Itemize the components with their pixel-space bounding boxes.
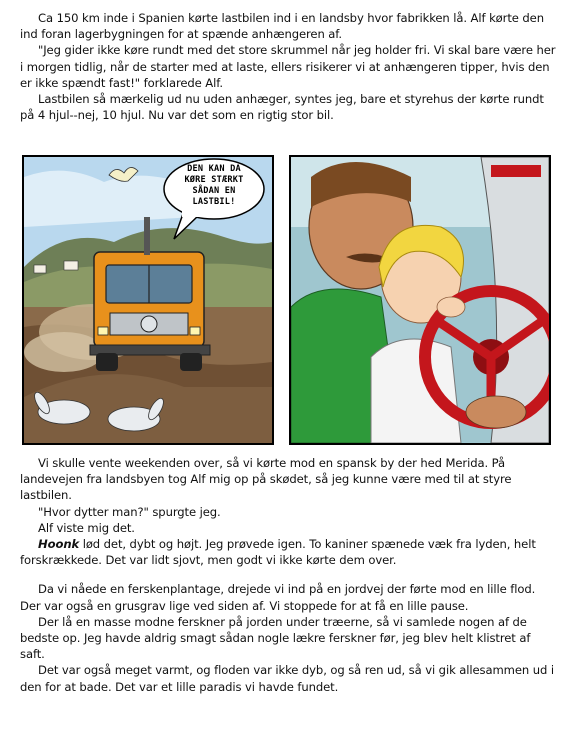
speech-line: LASTBIL! bbox=[192, 197, 236, 207]
paragraph: Alf viste mig det. bbox=[38, 520, 135, 535]
paragraph-text: lød det, dybt og højt. Jeg prøvede igen. To kaniner spænede væk fra lyden, helt forskrækkede. Det var lidt sjovt, men godt vi ikke kørte dem over. bbox=[20, 537, 536, 568]
comic-panel-truck bbox=[22, 155, 274, 445]
paragraph bbox=[20, 536, 558, 568]
sound-effect: Hoonk bbox=[38, 537, 80, 552]
speech-bubble bbox=[172, 164, 256, 208]
paragraph: Lastbilen så mærkelig ud nu uden anhæger, syntes jeg, bare et styrehus der kørte rundt på 4 hjul--nej, 10 hjul. Nu var det som en rigtig stor bil. bbox=[20, 92, 544, 123]
speech-line: KØRE STÆRKT bbox=[184, 175, 244, 185]
paragraph: Det var også meget varmt, og floden var ikke dyb, og så ren ud, så vi gik allesammen ud i den for at bade. Det var et lille paradis vi havde fundet. bbox=[20, 663, 554, 694]
paragraph: Ca 150 km inde i Spanien kørte lastbilen ind i en landsby hvor fabrikken lå. Alf kørte den ind foran lagerbygningen for at spænde anhængeren af. bbox=[20, 11, 544, 42]
speech-line: SÅDAN EN bbox=[192, 186, 236, 196]
comic-panel-cab bbox=[289, 155, 551, 445]
cab-illustration bbox=[291, 157, 549, 443]
paragraph-gap bbox=[20, 568, 558, 581]
speech-line: DEN KAN DA bbox=[187, 164, 241, 174]
paragraph: "Jeg gider ikke køre rundt med det store skrummel når jeg holder fri. Vi skal bare være her i morgen tidlig, når de starter med at laste, ellers risikerer vi at anhængeren tipper, hvis den er ikke spændt fast!" forklarede Alf. bbox=[20, 43, 556, 90]
paragraph: "Hvor dytter man?" spurgte jeg. bbox=[38, 504, 221, 519]
paragraph: Da vi nåede en ferskenplantage, drejede vi ind på en jordvej der førte mod en lille flod. Der var også en grusgrav lige ved siden af. Vi stoppede for at få en lille pause. bbox=[20, 582, 536, 613]
story-text-top bbox=[20, 10, 558, 123]
paragraph: Vi skulle vente weekenden over, så vi kørte mod en spansk by der hed Merida. På landevejen fra landsbyen tog Alf mig op på skødet, så jeg kunne være med til at styre lastbilen. bbox=[20, 456, 512, 503]
story-text-bottom bbox=[20, 455, 558, 695]
paragraph: Der lå en masse modne ferskner på jorden under træerne, så vi samlede nogen af de bedste op. Jeg havde aldrig smagt sådan nogle lækre ferskner før, jeg blev helt klistret af saft. bbox=[20, 614, 531, 662]
